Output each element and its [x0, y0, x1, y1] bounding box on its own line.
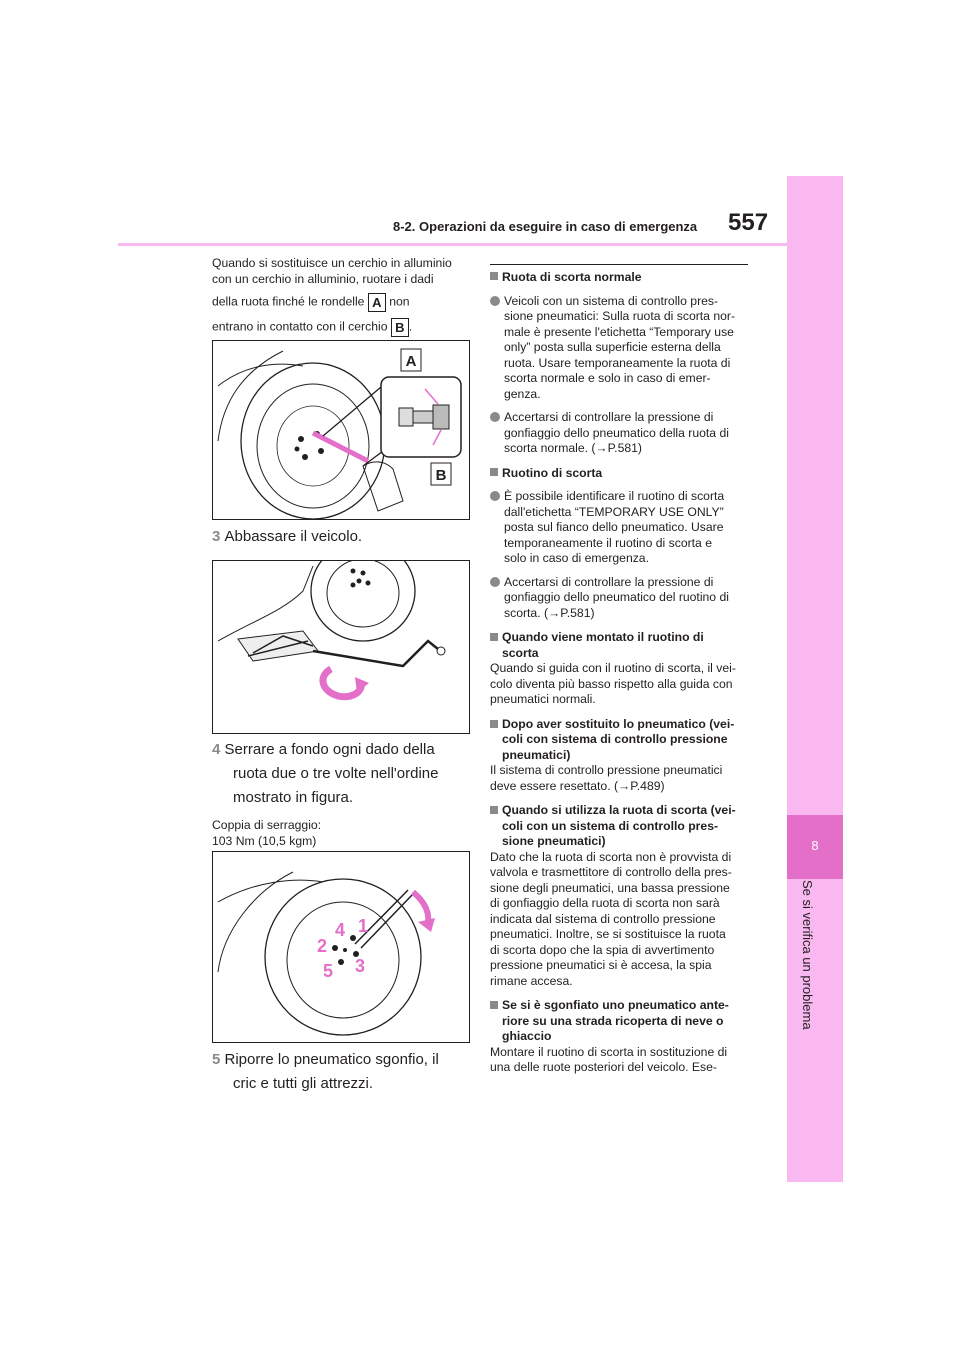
section-using-spare [490, 803, 752, 850]
section-compact-spare: Ruotino di scorta [490, 466, 752, 482]
text-line: ruota. Usare temporaneamente la ruota di [504, 355, 731, 370]
text-line: sione pneumatici) [502, 834, 606, 848]
intro-line: con un cerchio in alluminio, ruotare i dadi [212, 271, 434, 286]
step-number: 4 [212, 741, 221, 758]
order-number-2: 2 [317, 936, 328, 956]
section-body [490, 763, 752, 794]
intro-paragraph [212, 256, 472, 337]
chapter-title: Se si verifica un problema [800, 880, 815, 1030]
section-body [490, 661, 752, 708]
order-number-1: 1 [358, 916, 369, 936]
intro-text: non [389, 294, 410, 309]
circle-bullet-icon [490, 577, 500, 587]
wheel-nut-illustration [213, 341, 469, 519]
header-divider [118, 243, 787, 246]
text-line: solo in caso di emergenza. [504, 551, 649, 565]
text-line: ghiaccio [502, 1029, 552, 1043]
page-number: 557 [728, 209, 769, 236]
intro-line [212, 318, 472, 337]
text-line: indicata dal sistema di controllo pressione [490, 911, 716, 926]
text-line: Quando viene montato il ruotino di [502, 630, 704, 644]
text-line: male è presente l'etichetta “Temporary use [504, 324, 734, 339]
section-spare-wheel: Ruota di scorta normale [490, 270, 752, 286]
text-line: genza. [504, 386, 541, 401]
text-line: dall'etichetta “TEMPORARY USE ONLY” [504, 504, 724, 519]
intro-text: della ruota finché le rondelle [212, 294, 365, 309]
text-line: Quando si guida con il ruotino di scorta, il vei- [490, 661, 736, 675]
text-line: valvola e trasmettitore di controllo della pres- [490, 865, 732, 879]
circle-bullet-icon [490, 491, 500, 501]
jack-illustration [213, 561, 469, 733]
step-text: mostrato in figura. [233, 789, 354, 806]
intro-text: entrano in contatto con il cerchio [212, 319, 388, 334]
text-line: deve essere resettato. (→P.489) [490, 778, 665, 793]
square-bullet-icon [490, 806, 498, 814]
tightening-order-illustration [213, 852, 469, 1042]
text-line: una delle ruote posteriori del veicolo. Ese- [490, 1060, 717, 1074]
order-number-4: 4 [335, 920, 346, 940]
text-line: Quando si utilizza la ruota di scorta (vei- [502, 803, 736, 817]
text-line: di gonfiaggio della ruota di scorta non sarà [490, 896, 720, 910]
bullet-text [504, 489, 724, 567]
square-bullet-icon [490, 1001, 498, 1009]
figure-label-b: B [435, 467, 447, 484]
bullet-item [490, 410, 752, 457]
bullet-text [504, 410, 729, 457]
text-line: posta sul fianco dello pneumatico. Usare [504, 520, 724, 534]
figure-lower-vehicle [212, 560, 470, 734]
right-column-rule [490, 264, 748, 265]
chapter-number: 8 [811, 838, 819, 853]
step-text: Serrare a fondo ogni dado della [224, 741, 435, 758]
text-line: pneumatici. Inoltre, se si sostituisce la ruota [490, 927, 726, 941]
step-text: Abbassare il veicolo. [224, 528, 363, 545]
text-line: Montare il ruotino di scorta in sostituzione di [490, 1044, 728, 1059]
label-b-box: B [391, 318, 409, 337]
step-number: 3 [212, 528, 221, 545]
bullet-item [490, 489, 752, 567]
order-number-5: 5 [323, 961, 334, 981]
text-line: pneumatici normali. [490, 692, 596, 706]
text-line: È possibile identificare il ruotino di scorta [504, 489, 725, 503]
section-after-replacing [490, 717, 752, 764]
step-4 [212, 738, 439, 810]
torque-spec [212, 818, 321, 849]
text-line: temporaneamente il ruotino di scorta e [504, 535, 712, 550]
text-line: gonfiaggio dello pneumatico della ruota di [504, 425, 729, 440]
section-front-flat-snow [490, 998, 752, 1045]
torque-label: Coppia di serraggio: [212, 818, 322, 832]
text-line: scorta normale. (→P.581) [504, 441, 642, 455]
text-line: Accertarsi di controllare la pressione di [504, 574, 714, 589]
text-line: scorta normale e solo in caso di emer- [504, 371, 711, 385]
text-line: only” posta sulla superficie esterna della [504, 340, 721, 354]
text-line: Dopo aver sostituito lo pneumatico (vei- [502, 716, 735, 731]
figure-wheel-nut-washer [212, 340, 470, 520]
bullet-item [490, 575, 752, 622]
text-line: sione pneumatici: Sulla ruota di scorta nor- [504, 309, 736, 323]
section-compact-mounted [490, 630, 752, 661]
text-line: Il sistema di controllo pressione pneumatici [490, 763, 723, 777]
text-line: scorta [502, 645, 539, 660]
bullet-text [504, 575, 729, 622]
circle-bullet-icon [490, 412, 500, 422]
figure-label-a: A [405, 353, 417, 370]
chapter-side-tab [787, 176, 843, 1182]
section-header: 8-2. Operazioni da eseguire in caso di emergenza [393, 219, 698, 234]
intro-text: . [408, 319, 413, 334]
text-line: scorta. (→P.581) [504, 605, 595, 620]
label-a-box: A [368, 293, 386, 312]
text-line: pressione pneumatici si è accesa, la spia [490, 958, 712, 972]
text-line: coli con sistema di controllo pressione [502, 732, 728, 746]
torque-value: 103 Nm (10,5 kgm) [212, 833, 317, 848]
intro-line [212, 293, 472, 312]
text-line: colo diventa più basso rispetto alla guida con [490, 676, 733, 691]
text-line: di scorta dopo che la spia di avvertimento [490, 942, 715, 957]
step-number: 5 [212, 1051, 221, 1068]
right-column [490, 270, 752, 1076]
square-bullet-icon [490, 720, 498, 728]
circle-bullet-icon [490, 296, 500, 306]
intro-line: Quando si sostituisce un cerchio in alluminio [212, 256, 452, 270]
text-line: pneumatici) [502, 747, 571, 762]
text-line: sione degli pneumatici, una bassa pressione [490, 880, 730, 895]
section-body [490, 1045, 752, 1076]
square-bullet-icon [490, 272, 498, 280]
figure-tightening-order [212, 851, 470, 1043]
text-line: Se si è sgonfiato uno pneumatico ante- [502, 998, 729, 1012]
section-body [490, 850, 752, 990]
square-bullet-icon [490, 468, 498, 476]
text-line: coli con un sistema di controllo pres- [502, 818, 719, 833]
text-line: Dato che la ruota di scorta non è provvista di [490, 849, 732, 864]
text-line: Accertarsi di controllare la pressione di [504, 410, 714, 424]
order-number-3: 3 [355, 956, 366, 976]
step-text: cric e tutti gli attrezzi. [233, 1075, 374, 1092]
square-bullet-icon [490, 633, 498, 641]
text-line: rimane accesa. [490, 973, 573, 988]
step-text: ruota due o tre volte nell'ordine [233, 765, 439, 782]
bullet-text [504, 294, 735, 403]
text-line: riore su una strada ricoperta di neve o [502, 1013, 724, 1028]
step-3 [212, 525, 362, 549]
bullet-item [490, 294, 752, 403]
text-line: Veicoli con un sistema di controllo pres- [504, 293, 719, 308]
step-text: Riporre lo pneumatico sgonfio, il [224, 1051, 439, 1068]
text-line: gonfiaggio dello pneumatico del ruotino di [504, 590, 729, 604]
step-5 [212, 1048, 439, 1096]
